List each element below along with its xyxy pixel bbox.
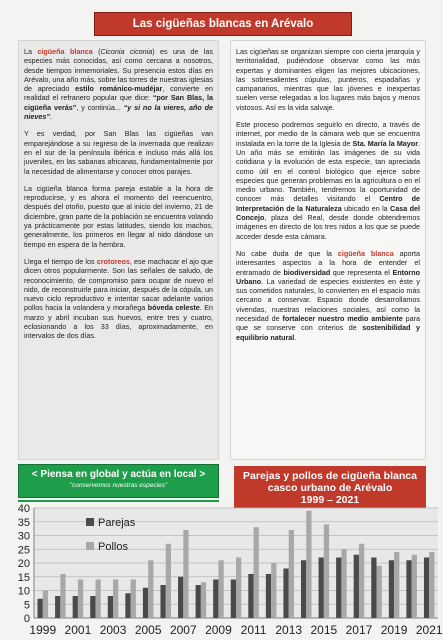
bar-chart — [0, 500, 443, 640]
x-tick-label: 2017 — [345, 623, 373, 637]
bar-parejas-2014 — [301, 560, 306, 618]
page-title: Las cigüeñas blancas en Arévalo — [94, 12, 352, 36]
bar-pollos-2004 — [131, 580, 136, 619]
bar-parejas-2016 — [336, 558, 341, 619]
bar-pollos-2009 — [218, 560, 223, 618]
y-tick-label: 30 — [17, 530, 30, 543]
chart-title-line-3: 1999 – 2021 — [300, 494, 360, 506]
x-tick-label: 2011 — [240, 623, 267, 637]
bar-parejas-2015 — [319, 558, 324, 619]
x-tick-label: 2013 — [275, 623, 303, 637]
bar-parejas-2000 — [55, 596, 60, 618]
bar-parejas-2021 — [424, 558, 429, 619]
bar-parejas-2017 — [354, 555, 359, 618]
bar-pollos-2011 — [254, 527, 259, 618]
y-tick-label: 0 — [23, 613, 30, 625]
bar-pollos-2021 — [429, 552, 434, 618]
x-tick-label: 2003 — [99, 623, 127, 637]
bar-parejas-1999 — [38, 599, 43, 618]
bar-parejas-2004 — [125, 593, 130, 618]
bar-parejas-2019 — [389, 560, 394, 618]
slogan-title: < Piensa en global y actúa en local > — [31, 469, 206, 480]
bar-parejas-2008 — [196, 585, 201, 618]
y-tick-label: 10 — [17, 585, 30, 598]
bar-pollos-2019 — [394, 552, 399, 618]
y-tick-label: 5 — [23, 599, 30, 612]
bar-pollos-2020 — [412, 555, 417, 618]
bar-pollos-2012 — [271, 563, 276, 618]
bar-pollos-2002 — [95, 580, 100, 619]
bar-pollos-2008 — [201, 582, 206, 618]
x-tick-label: 2015 — [310, 623, 338, 637]
x-tick-label: 1999 — [29, 623, 57, 637]
bar-parejas-2013 — [283, 569, 288, 619]
bar-pollos-2017 — [359, 544, 364, 618]
bar-parejas-2020 — [406, 560, 411, 618]
bar-parejas-2018 — [371, 558, 376, 619]
bar-parejas-2012 — [266, 574, 271, 618]
chart-title-line-1: Parejas y pollos de cigüeña blanca — [243, 470, 417, 482]
right-paragraph-3: No cabe duda de que la cigüeña blanca aporta interesantes aspectos a la hora de entender el entramado de biodiversidad que representa el Entorno Urbano. La variedad de especies existentes en éste y sus cometidos naturales, lo convierten en el espacio más cercano a conservar. Espacio donde desarrollamos vivendas, nuestras relaciones sociales, así como la necesidad de fortalecer nuestro medio ambiente para que se conserve con criterios de sostenibilidad y equilibrio natural. — [236, 248, 420, 342]
bar-pollos-2010 — [236, 558, 241, 619]
legend-swatch-parejas — [86, 518, 94, 526]
bar-parejas-2011 — [248, 574, 253, 618]
bar-parejas-2010 — [231, 580, 236, 619]
bar-parejas-2002 — [90, 596, 95, 618]
bar-pollos-2016 — [341, 549, 346, 618]
y-tick-label: 15 — [17, 571, 30, 584]
bar-pollos-2013 — [289, 530, 294, 618]
x-tick-label: 2005 — [134, 623, 162, 637]
legend-swatch-pollos — [86, 542, 94, 550]
legend-label-pollos: Pollos — [98, 541, 128, 553]
bar-pollos-2015 — [324, 525, 329, 619]
left-paragraph-2: Y es verdad, por San Blas las cigüeñas van emparejándose a su regreso de la invernada que realizan en el sur de la península ibérica e incluso más allá los juveniles, en las sabanas africanas, fundamentalmente por la necesidad de alimentarse y conocer otros parajes. — [24, 129, 213, 176]
x-tick-label: 2021 — [415, 623, 443, 637]
bar-pollos-2014 — [306, 511, 311, 618]
bar-pollos-1999 — [43, 591, 48, 619]
left-paragraph-3: La cigüeña blanca forma pareja estable a la hora de reproducirse, y es ahora el momento del reencuentro, después del otoño, puesto que al inicio del invierno, 21 de diciembre, gran parte de la población se encuentra volando ya prácticamente por estas latitudes, siendo los machos, generalmente, los primeros en llegar al nido dándose un tiempo en espera de la hembra. — [24, 183, 213, 249]
left-paragraph-4: Llega el tiempo de los crotoreos, ese machacar el ajo que dicen otros popularmente. Son las señales de saludo, de reconocimiento, de compromiso para ocupar de nuevo el nido, de reconstruirle para iniciar, después de la cópula, un nuevo ciclo reproductivo e intentar sacar adelante varios pollos hacia la volandera y morañega bóveda celeste. En marzo y abril incuban sus huevos, entre tres y cuatro, eclosionando a los 33 días, aproximadamente, en intervalos de dos días. — [24, 256, 214, 341]
y-tick-label: 40 — [17, 503, 30, 515]
y-tick-label: 20 — [17, 558, 30, 570]
slogan-box — [18, 464, 219, 498]
x-tick-label: 2001 — [64, 623, 92, 637]
slogan-subtitle: "conservemos nuestras especies" — [69, 482, 168, 489]
bar-parejas-2009 — [213, 580, 218, 619]
bar-parejas-2005 — [143, 588, 148, 618]
bar-parejas-2003 — [108, 596, 113, 618]
bar-pollos-2018 — [377, 566, 382, 618]
right-paragraph-1: Las cigüeñas se organizan siempre con cierta jerarquía y territorialidad, pudiéndose observar como las más expertas y dominantes eligen las mejores ubicaciones, las sobresalientes cúpulas, punteros, espadañas y campanarios, mientras que las jóvenes e inexpertas suelen verse relegadas a los lugares más bajos y menos vistosos. Así es la vida salvaje. — [236, 47, 420, 112]
bar-pollos-2007 — [183, 530, 188, 618]
bar-pollos-2006 — [166, 544, 171, 618]
chart-title-line-2: casco urbano de Arévalo — [267, 482, 393, 494]
x-tick-label: 2019 — [380, 623, 408, 637]
bar-parejas-2007 — [178, 577, 183, 618]
bar-parejas-2006 — [160, 585, 165, 618]
bar-pollos-2003 — [113, 580, 118, 619]
legend-label-parejas: Parejas — [98, 517, 136, 529]
left-column — [18, 40, 219, 460]
bar-parejas-2001 — [73, 596, 78, 618]
bar-pollos-2001 — [78, 580, 83, 619]
y-tick-label: 25 — [17, 544, 30, 557]
y-tick-label: 35 — [17, 516, 30, 529]
right-paragraph-2: Este proceso podremos seguirlo en directo, a través de internet, por medio de la cámara web que se encuentra instalada en la torre de la Iglesia de Sta. María la Mayor. Un año más se emitirán las imágenes de su vida cotidiana y la evolución de esta especie, tan apreciada como útil en el control biológico que ejerce sobre especies que generan problemas en la agricultura o en el medio urbano. También, tendremos la oportunidad de conocer más detalles visitando el Centro de Interpretación de la Naturaleza ubicado en la Casa del Concejo, plaza del Real, desde donde obtendremos imágenes en directo de los tres nidos a los que se puede acceder desde esta cámara. — [236, 120, 420, 241]
right-column — [230, 40, 426, 460]
x-tick-label: 2009 — [205, 623, 232, 637]
left-paragraph-1: La cigüeña blanca (Ciconia ciconia) es una de las especies más conocidas, así como cercana a nosotros, desde tiempos inmemoriales. Su presencia estos días en Arévalo, una año más, sobre las torres de nuestras iglesias de apreciado estilo románico-mudéjar, convierte en realidad el refranero popular que dice: “por San Blas, la cigüeña verás”, y continúa... “y si no la vieres, año de nieves”. — [24, 47, 214, 122]
bar-pollos-2000 — [60, 574, 65, 618]
x-tick-label: 2007 — [169, 623, 197, 637]
bar-pollos-2005 — [148, 560, 153, 618]
